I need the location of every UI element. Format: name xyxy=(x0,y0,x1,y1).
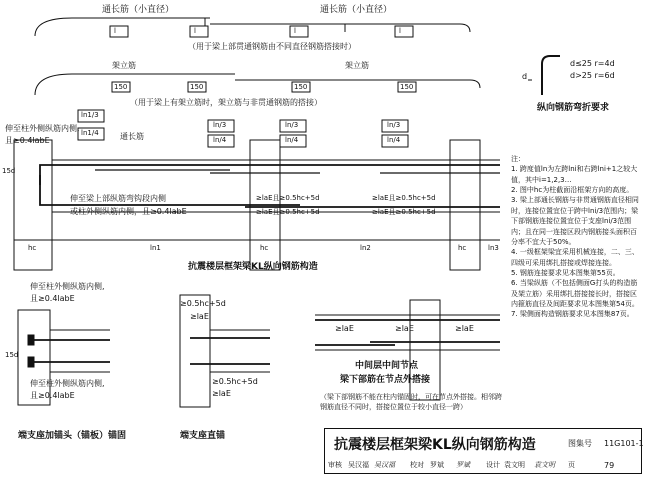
anchor-note-1: 伸至梁上部纵筋弯钩段内侧 xyxy=(70,194,166,203)
ln3-label: ln3 xyxy=(488,244,499,252)
atlas-label: 图集号 xyxy=(568,439,592,448)
anchor-plate-top xyxy=(28,335,34,345)
lap-note-2: （用于梁上有架立筋时，架立筋与非贯通钢筋的搭接） xyxy=(130,98,322,107)
ln1-label: ln1 xyxy=(150,244,161,252)
d15-label-main: 15d xyxy=(2,167,16,175)
checker-name: 罗斌 xyxy=(430,461,444,469)
anchor-plate-note-2: 且≥0.4labE xyxy=(30,294,75,303)
side-note-1: 伸至柱外侧纵筋内侧, xyxy=(5,124,80,133)
drawing-title: 抗震楼层框架梁KL纵向钢筋构造 xyxy=(334,437,536,453)
note-item: 6. 当梁纵筋（不包括侧面G打头的构造筋及架立筋）采用绑扎搭接接长时，搭接区内箍筋直径及间距要求见本图集第54页。 xyxy=(511,279,639,309)
ln2-label: ln2 xyxy=(360,244,371,252)
anchor-plate-d15: 15d xyxy=(5,351,19,359)
ln-3-label-1: ln/3 xyxy=(213,121,227,129)
lle-box-3 xyxy=(290,26,308,37)
main-elevation-title: 抗震楼层框架梁KL纵向钢筋构造 xyxy=(188,262,318,272)
node-lab-1: ≥laE xyxy=(335,324,354,333)
note-item: 1. 跨度值ln为左跨lni和右跨lni+1之较大值，其中i=1,2,3… xyxy=(511,165,638,184)
erect-bar-label-2: 架立筋 xyxy=(345,61,369,70)
bend-rule-1: d≤25 r=4d xyxy=(570,59,615,68)
note-item: 3. 梁上部通长钢筋与非贯通钢筋直径相同时，连接位置宜位于跨中lni/3范围内；梁下部钢筋连接位置宜位于支座lni/3范围内；且在同一连接区段内钢筋接头面积百分率不宜大于50%。 xyxy=(511,196,639,246)
straight-lab-2: ≥laE xyxy=(190,312,209,321)
design-label: 设计 xyxy=(486,461,500,469)
dim-150-3: 150 xyxy=(294,83,308,91)
side-note-2: 且≥0.4labE xyxy=(5,136,50,145)
through-bar-label: 通长筋 xyxy=(120,132,144,141)
lle-label-4: l xyxy=(399,27,401,35)
erect-bar-label-1: 架立筋 xyxy=(112,61,136,70)
anchor-plate-note-3: 伸至柱外侧纵筋内侧, xyxy=(30,379,105,388)
node-title-2: 梁下部筋在节点外搭接 xyxy=(340,375,431,385)
node-title-1: 中间层中间节点 xyxy=(355,361,419,371)
check-label: 校对 xyxy=(410,461,424,469)
anchor-plate-note-4: 且≥0.4labE xyxy=(30,391,75,400)
hc-label-1: hc xyxy=(28,244,37,252)
designer-signature: 袁文明 xyxy=(534,461,555,469)
note-item: 5. 钢筋连接要求见本图集第55页。 xyxy=(511,268,620,277)
lap-label-4: ≥laE且≥0.5hc+5d xyxy=(372,208,436,216)
review-label: 审核 xyxy=(328,461,342,469)
note-item: 2. 图中hc为柱截面沿框架方向的高度。 xyxy=(511,186,634,195)
lle-label-1: l xyxy=(114,27,116,35)
anchor-plate-title: 端支座加锚头（锚板）锚固 xyxy=(18,431,127,441)
reviewer-signature: 吴汉福 xyxy=(374,461,395,469)
ln1-3-label: ln1/3 xyxy=(81,111,99,119)
reviewer-name: 吴汉福 xyxy=(348,461,369,469)
bend-detail-title: 纵向钢筋弯折要求 xyxy=(537,103,610,113)
hc-label-3: hc xyxy=(458,244,467,252)
hc-label-2: hc xyxy=(260,244,269,252)
node-lab-2: ≥laE xyxy=(395,324,414,333)
checker-signature: 罗斌 xyxy=(456,461,470,469)
ln-4-label-3: ln/4 xyxy=(387,136,401,144)
ln-3-label-3: ln/3 xyxy=(387,121,401,129)
bend-bar xyxy=(542,56,560,95)
lap-note-1: （用于梁上部贯通钢筋由不同直径钢筋搭接时） xyxy=(188,42,356,51)
notes-block xyxy=(511,154,639,320)
lle-label-3: l xyxy=(294,27,296,35)
ln-3-label-2: ln/3 xyxy=(285,121,299,129)
straight-lab-4: ≥laE xyxy=(212,389,231,398)
top-main-bar xyxy=(40,165,500,185)
lle-box-4 xyxy=(395,26,413,37)
bend-rule-2: d>25 r=6d xyxy=(570,71,615,80)
ln-4-label-2: ln/4 xyxy=(285,136,299,144)
through-bar-label-2: 通长筋（小直径） xyxy=(320,5,393,15)
ln-4-label-1: ln/4 xyxy=(213,136,227,144)
straight-lab-3: ≥0.5hc+5d xyxy=(212,377,258,386)
node-lab-3: ≥laE xyxy=(455,324,474,333)
note-item: 4. 一级框架梁宜采用机械连接，二、三、四级可采用绑扎搭接或焊接连接。 xyxy=(511,248,639,267)
straight-title: 端支座直锚 xyxy=(180,431,226,441)
anchor-plate-note-1: 伸至柱外侧纵筋内侧, xyxy=(30,282,105,291)
note-item: 7. 梁侧面构造钢筋要求见本图集87页。 xyxy=(511,310,634,319)
through-bar-top-left xyxy=(35,18,210,36)
lap-label-1: ≥laE且≥0.5hc+5d xyxy=(256,194,320,202)
dim-150-1: 150 xyxy=(114,83,128,91)
straight-lab-1: ≥0.5hc+5d xyxy=(180,299,226,308)
lap-label-2: ≥laE且≥0.5hc+5d xyxy=(256,208,320,216)
anchor-note-2: 或柱外侧纵筋内侧，且≥0.4labE xyxy=(70,207,187,216)
erect-bar-right xyxy=(235,80,480,88)
designer-name: 袁文明 xyxy=(504,461,525,469)
atlas-number: 11G101-1 xyxy=(604,439,644,448)
ln1-4-label: ln1/4 xyxy=(81,129,99,137)
through-bar-label-1: 通长筋（小直径） xyxy=(102,5,175,15)
bend-d-label: d xyxy=(522,72,528,81)
page-label: 页 xyxy=(568,461,575,469)
lle-label-2: l xyxy=(194,27,196,35)
notes-title: 注： xyxy=(511,155,525,163)
lle-box-2 xyxy=(190,26,208,37)
lle-box-1 xyxy=(110,26,128,37)
lap-label-3: ≥laE且≥0.5hc+5d xyxy=(372,194,436,202)
anchor-plate-bottom xyxy=(28,357,34,367)
page-number: 79 xyxy=(604,461,615,470)
node-note: （梁下部钢筋不能在柱内锚固时，可在节点外搭接。相邻跨钢筋直径不同时，搭接位置位于较小直径一跨） xyxy=(320,393,502,412)
through-bar-top-right xyxy=(210,24,470,32)
dim-150-4: 150 xyxy=(400,83,414,91)
dim-150-2: 150 xyxy=(190,83,204,91)
